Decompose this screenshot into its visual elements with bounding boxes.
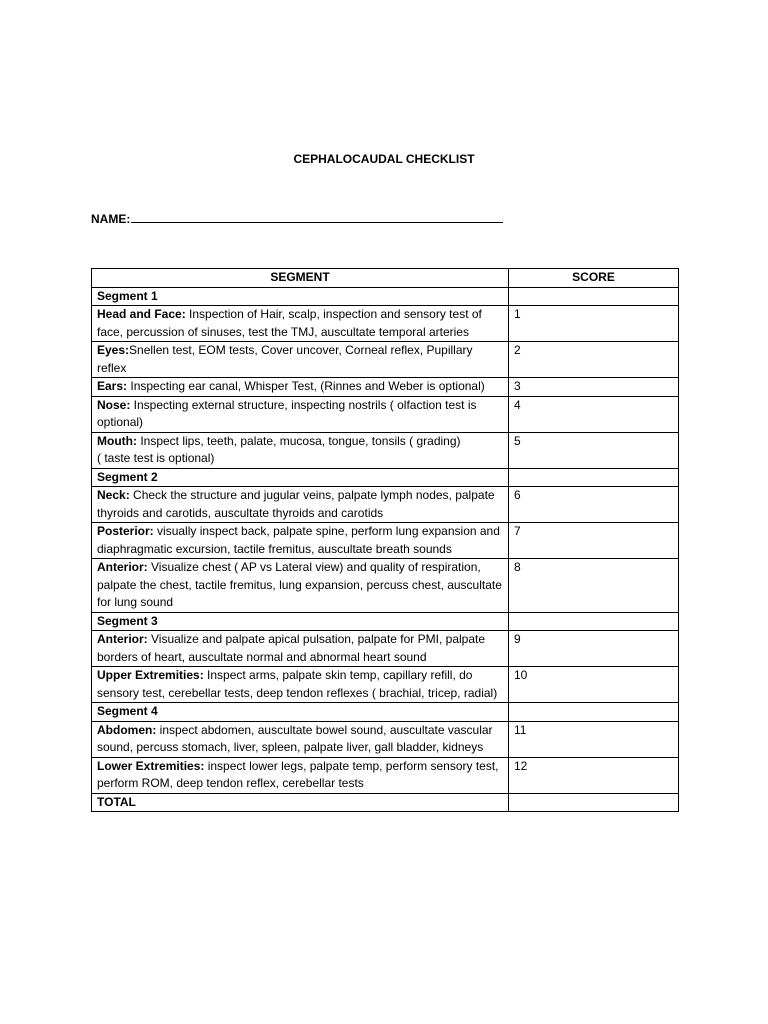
item-description: Visualize and palpate apical pulsation, palpate for PMI, palpate borders of heart, auscultate normal and abnormal heart sound xyxy=(97,632,486,664)
table-row xyxy=(92,306,679,342)
item-heading: Posterior: xyxy=(97,524,154,538)
name-field xyxy=(91,210,503,226)
table-row xyxy=(92,432,679,468)
item-description-cell xyxy=(92,631,509,667)
item-description-cell xyxy=(92,487,509,523)
item-heading: Ears: xyxy=(97,379,128,393)
total-label: TOTAL xyxy=(92,793,509,812)
item-heading: Nose: xyxy=(97,397,131,412)
item-description-cell xyxy=(92,667,509,703)
item-description: Inspection of Hair, scalp, inspection and sensory test of face, percussion of sinuses, test the TMJ, auscultate temporal arteries xyxy=(97,307,482,339)
item-description-cell xyxy=(92,378,509,397)
item-heading: Abdomen: xyxy=(97,722,157,737)
item-description: Inspect arms, palpate skin temp, capillary refill, do sensory test, cerebellar tests, deep tendon reflexes ( brachial, tricep, radial) xyxy=(97,668,498,700)
table-row xyxy=(92,487,679,523)
item-description: Snellen test, EOM tests, Cover uncover, Corneal reflex, Pupillary reflex xyxy=(97,343,473,375)
item-description: Visualize chest ( AP vs Lateral view) and quality of respiration, palpate the chest, tactile fremitus, lung expansion, percuss chest, auscultate for lung sound xyxy=(97,560,502,609)
item-description-cell xyxy=(92,432,509,468)
item-description-cell xyxy=(92,396,509,432)
segment-header-row xyxy=(92,703,679,722)
item-description: Inspecting ear canal, Whisper Test, (Rinnes and Weber is optional) xyxy=(127,379,485,393)
table-row xyxy=(92,559,679,613)
segment-score-cell xyxy=(509,287,679,306)
name-blank-line xyxy=(131,210,503,223)
segment-score-cell xyxy=(509,612,679,631)
item-heading: Eyes: xyxy=(97,343,130,357)
item-description: Inspect lips, teeth, palate, mucosa, tongue, tonsils ( grading) ( taste test is optional) xyxy=(97,433,461,465)
item-score-cell: 12 xyxy=(509,757,679,793)
segment-header-row xyxy=(92,612,679,631)
table-row xyxy=(92,342,679,378)
item-heading: Upper Extremities: xyxy=(97,668,204,682)
item-score-cell: 9 xyxy=(509,631,679,667)
segment-label: Segment 2 xyxy=(92,468,509,487)
table-row xyxy=(92,721,679,757)
item-score-cell: 4 xyxy=(509,396,679,432)
item-heading: Anterior: xyxy=(97,560,148,574)
item-description: visually inspect back, palpate spine, perform lung expansion and diaphragmatic excursion, tactile fremitus, auscultate breath sounds xyxy=(97,524,500,556)
total-score-cell xyxy=(509,793,679,812)
item-score-cell: 2 xyxy=(509,342,679,378)
item-heading: Anterior: xyxy=(97,632,148,646)
table-row xyxy=(92,378,679,397)
table-row xyxy=(92,667,679,703)
item-description-cell xyxy=(92,559,509,613)
item-score-cell: 8 xyxy=(509,559,679,613)
score-column-header: SCORE xyxy=(509,269,679,288)
item-description-cell xyxy=(92,757,509,793)
segment-label: Segment 3 xyxy=(92,612,509,631)
segment-header-row xyxy=(92,468,679,487)
name-label: NAME: xyxy=(91,212,131,226)
item-heading: Neck: xyxy=(97,488,130,502)
item-description: Check the structure and jugular veins, palpate lymph nodes, palpate thyroids and carotids, auscultate thyroids and carotids xyxy=(97,488,495,520)
item-heading: Head and Face: xyxy=(97,307,186,321)
table-row xyxy=(92,523,679,559)
item-score-cell: 11 xyxy=(509,721,679,757)
item-description: inspect lower legs, palpate temp, perform sensory test, perform ROM, deep tendon reflex, cerebellar tests xyxy=(97,758,499,790)
item-description-cell xyxy=(92,721,509,757)
table-row xyxy=(92,631,679,667)
item-description: Inspecting external structure, inspecting nostrils ( olfaction test is optional) xyxy=(97,397,477,429)
item-score-cell: 7 xyxy=(509,523,679,559)
checklist-table xyxy=(91,268,679,812)
item-score-cell: 1 xyxy=(509,306,679,342)
segment-label: Segment 1 xyxy=(92,287,509,306)
segment-score-cell xyxy=(509,703,679,722)
segment-score-cell xyxy=(509,468,679,487)
table-row xyxy=(92,396,679,432)
item-score-cell: 6 xyxy=(509,487,679,523)
item-description-cell xyxy=(92,342,509,378)
item-description: inspect abdomen, auscultate bowel sound, auscultate vascular sound, percuss stomach, liver, spleen, palpate liver, gall bladder, kidneys xyxy=(97,722,493,754)
item-heading: Lower Extremities: xyxy=(97,758,205,773)
segment-header-row xyxy=(92,287,679,306)
segment-column-header: SEGMENT xyxy=(92,269,509,288)
item-heading: Mouth: xyxy=(97,433,137,448)
item-description-cell xyxy=(92,306,509,342)
segment-label: Segment 4 xyxy=(92,703,509,722)
item-score-cell: 3 xyxy=(509,378,679,397)
checklist-body xyxy=(92,287,679,812)
page-title: CEPHALOCAUDAL CHECKLIST xyxy=(293,152,475,166)
item-description-cell xyxy=(92,523,509,559)
table-row xyxy=(92,757,679,793)
item-score-cell: 10 xyxy=(509,667,679,703)
table-header-row xyxy=(92,269,679,288)
item-score-cell: 5 xyxy=(509,432,679,468)
total-row xyxy=(92,793,679,812)
